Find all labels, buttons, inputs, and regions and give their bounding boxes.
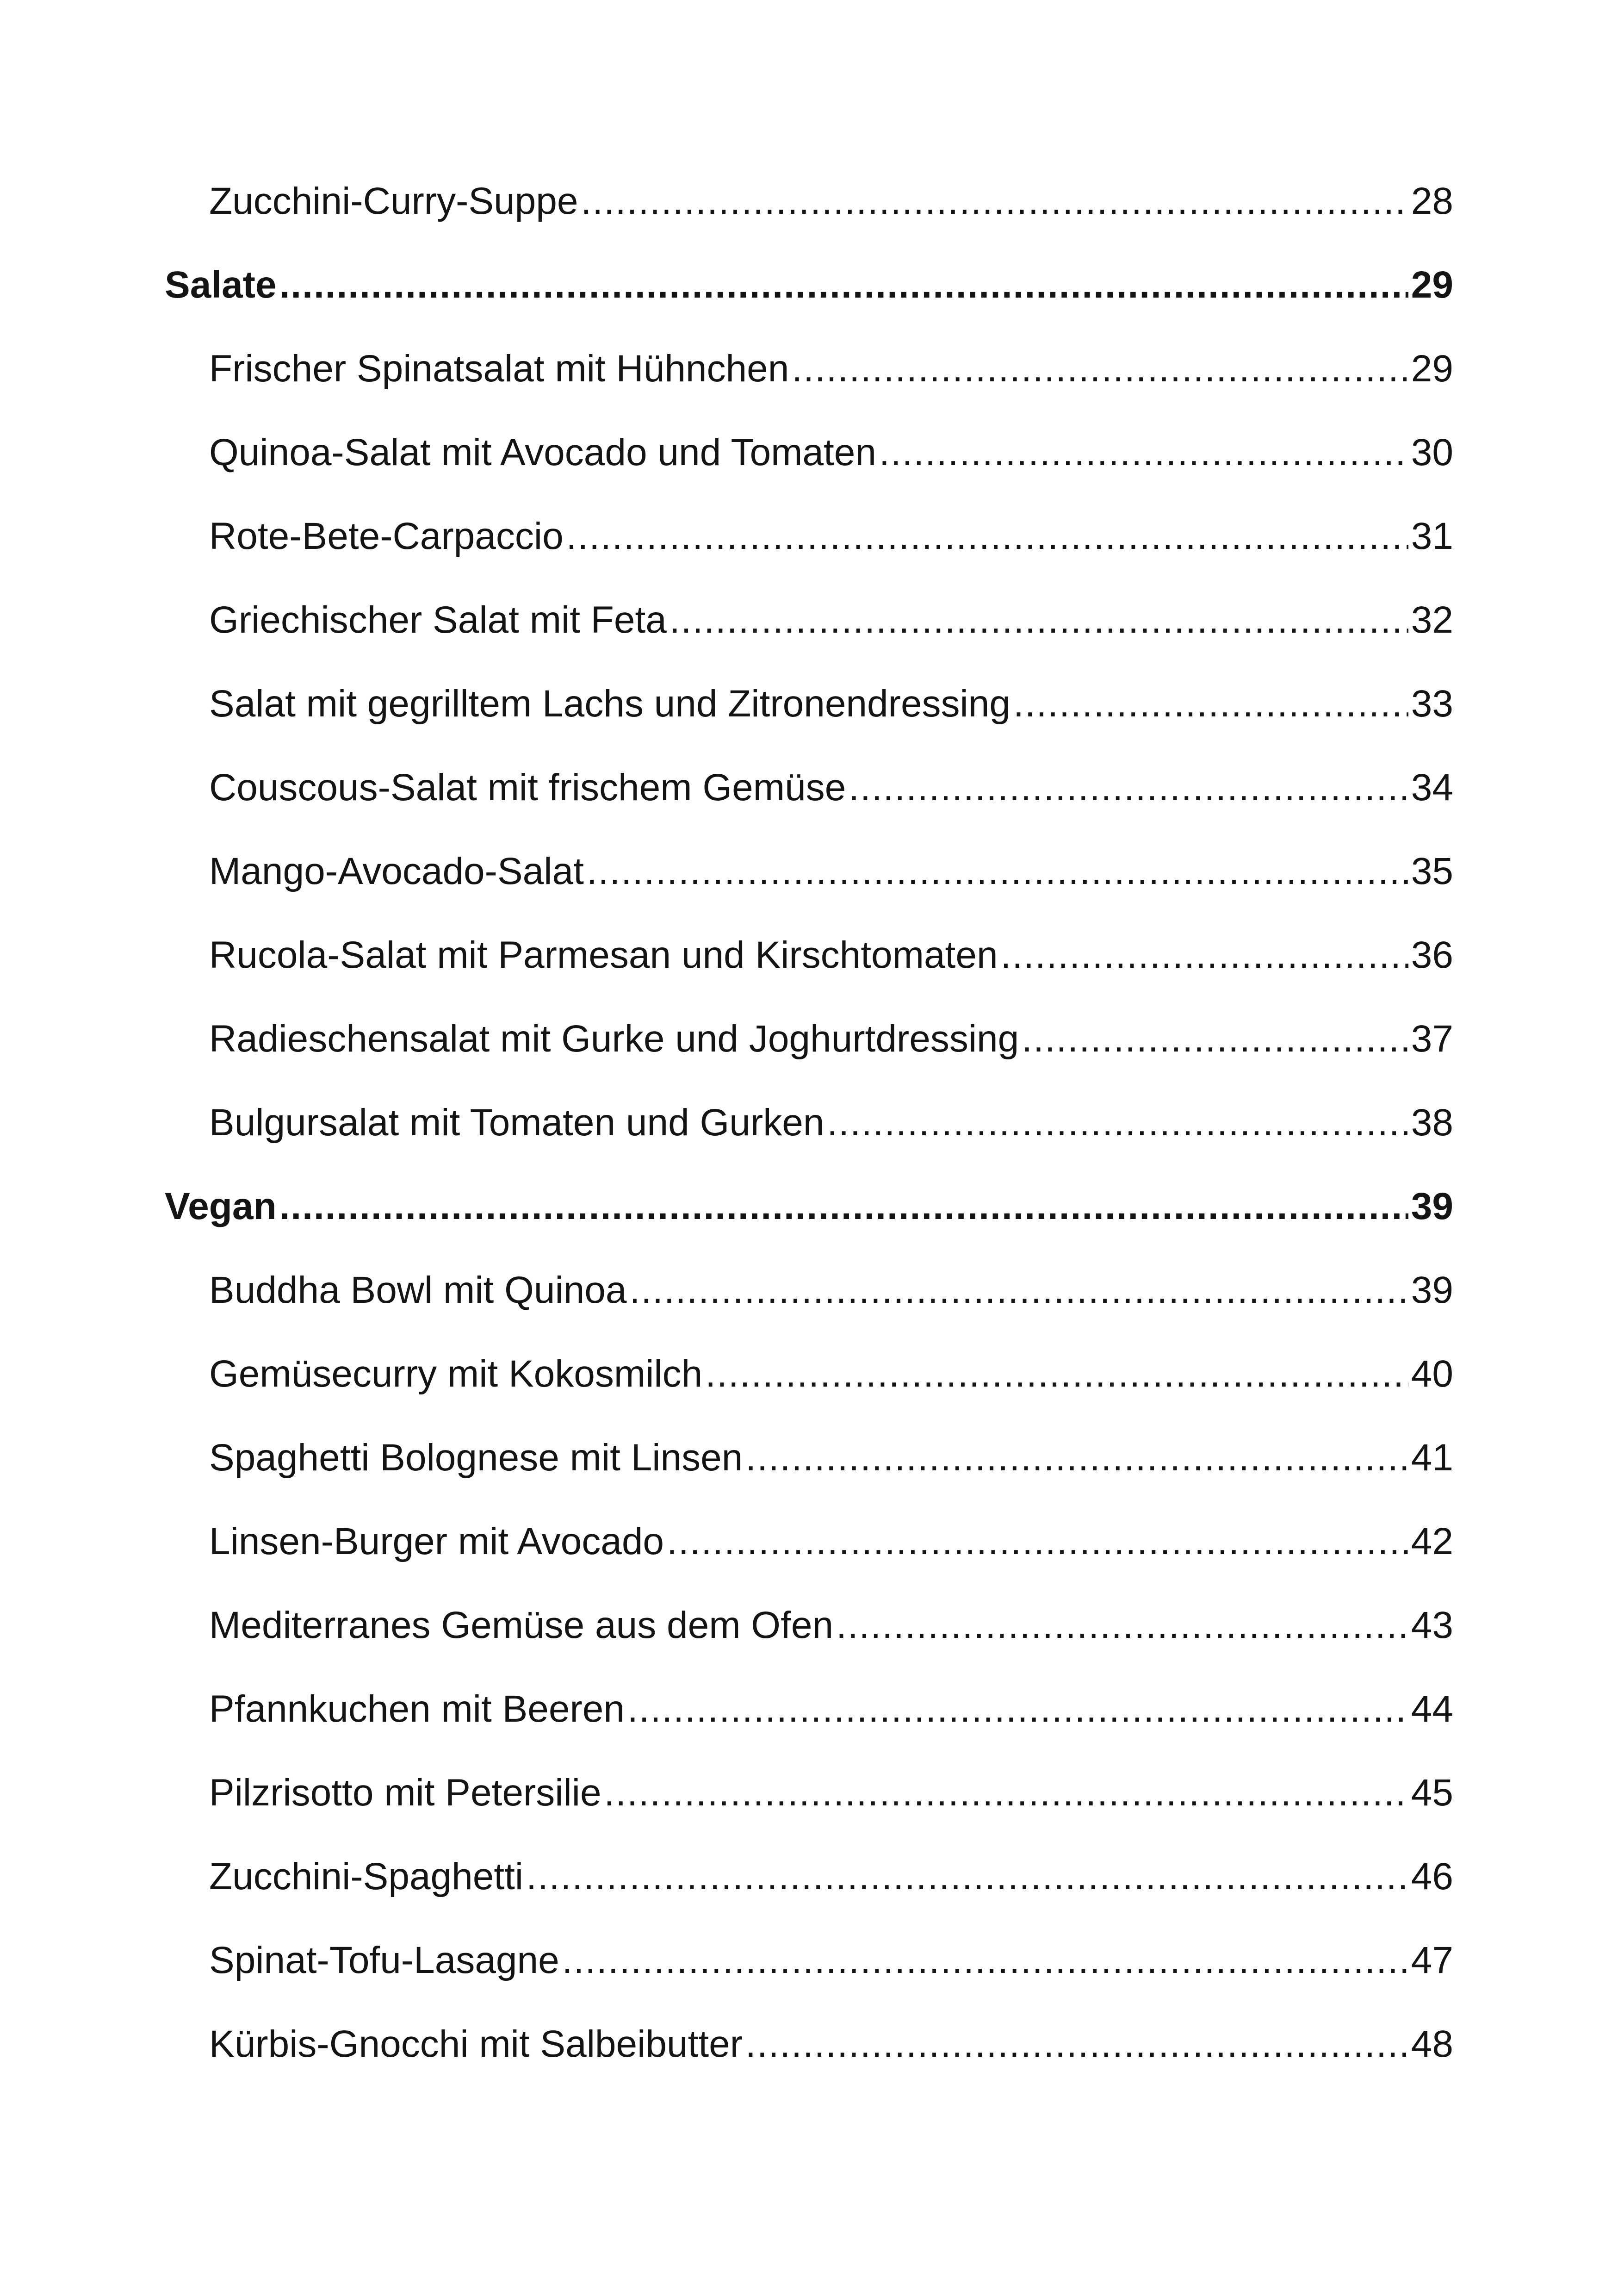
toc-line (209, 1939, 1453, 1982)
dot-leader (604, 1771, 1408, 1815)
dot-leader (745, 1436, 1408, 1480)
toc-line (165, 1185, 1453, 1228)
toc-entry (0, 1834, 1618, 1898)
page-number: 33 (1411, 682, 1453, 725)
toc-entry (0, 1666, 1618, 1731)
dot-leader (879, 431, 1408, 474)
toc-line (209, 1604, 1453, 1647)
toc-entry (0, 410, 1618, 474)
toc-line (209, 682, 1453, 726)
toc-section-heading (0, 1164, 1618, 1228)
toc-entry (0, 326, 1618, 391)
toc-line (209, 850, 1453, 893)
toc-entry (0, 1917, 1618, 1982)
toc-entry (0, 745, 1618, 809)
entry-title: Spaghetti Bolognese mit Linsen (209, 1436, 743, 1479)
toc-entry (0, 1750, 1618, 1815)
dot-leader (705, 1352, 1408, 1396)
page-number: 38 (1411, 1101, 1453, 1144)
entry-title: Pilzrisotto mit Petersilie (209, 1771, 601, 1814)
page-number: 41 (1411, 1436, 1453, 1479)
toc-entry (0, 1499, 1618, 1563)
entry-title: Quinoa-Salat mit Avocado und Tomaten (209, 431, 877, 473)
toc-entry (0, 1080, 1618, 1145)
dot-leader (1001, 933, 1408, 977)
page-number: 29 (1411, 347, 1453, 390)
page-number: 31 (1411, 515, 1453, 557)
page-number: 32 (1411, 598, 1453, 641)
page-number: 46 (1411, 1855, 1453, 1898)
toc-line (209, 2022, 1453, 2066)
dot-leader (1022, 1017, 1408, 1061)
toc-entry (0, 912, 1618, 977)
page-number: 47 (1411, 1939, 1453, 1981)
toc-entry (0, 828, 1618, 893)
toc-line (209, 1269, 1453, 1312)
dot-leader (279, 263, 1408, 307)
toc-line (209, 1436, 1453, 1480)
toc-line (209, 431, 1453, 474)
toc-line (209, 1771, 1453, 1815)
page-number: 40 (1411, 1352, 1453, 1395)
dot-leader (566, 515, 1408, 558)
page-number: 48 (1411, 2022, 1453, 2065)
entry-title: Mango-Avocado-Salat (209, 850, 584, 892)
dot-leader (827, 1101, 1408, 1145)
dot-leader (627, 1687, 1408, 1731)
toc-entry (0, 1331, 1618, 1396)
page-number: 39 (1411, 1185, 1453, 1227)
dot-leader (562, 1939, 1408, 1982)
page-number: 42 (1411, 1520, 1453, 1562)
page-number: 44 (1411, 1687, 1453, 1730)
dot-leader (526, 1855, 1408, 1898)
toc-entry (0, 158, 1618, 223)
entry-title: Zucchini-Spaghetti (209, 1855, 524, 1898)
toc-entry (0, 493, 1618, 558)
toc-line (209, 180, 1453, 223)
dot-leader (670, 598, 1408, 642)
toc-line (209, 1855, 1453, 1898)
toc-entry (0, 577, 1618, 642)
dot-leader (836, 1604, 1408, 1647)
entry-title: Kürbis-Gnocchi mit Salbeibutter (209, 2022, 743, 2065)
section-title: Salate (165, 263, 277, 306)
entry-title: Mediterranes Gemüse aus dem Ofen (209, 1604, 834, 1646)
toc-line (209, 933, 1453, 977)
entry-title: Couscous-Salat mit frischem Gemüse (209, 766, 846, 809)
toc-line (209, 347, 1453, 391)
dot-leader (792, 347, 1408, 391)
page-number: 29 (1411, 263, 1453, 306)
toc-line (209, 515, 1453, 558)
section-title: Vegan (165, 1185, 277, 1227)
entry-title: Buddha Bowl mit Quinoa (209, 1269, 627, 1311)
dot-leader (587, 850, 1408, 893)
entry-title: Salat mit gegrilltem Lachs und Zitronendressing (209, 682, 1010, 725)
entry-title: Griechischer Salat mit Feta (209, 598, 667, 641)
page-number: 36 (1411, 933, 1453, 976)
page-number: 39 (1411, 1269, 1453, 1311)
page-number: 35 (1411, 850, 1453, 892)
toc-line (209, 1520, 1453, 1563)
entry-title: Zucchini-Curry-Suppe (209, 180, 578, 222)
toc-line (165, 263, 1453, 307)
dot-leader (849, 766, 1408, 809)
entry-title: Rucola-Salat mit Parmesan und Kirschtomaten (209, 933, 998, 976)
toc-entry (0, 1582, 1618, 1647)
dot-leader (630, 1269, 1408, 1312)
toc-line (209, 1687, 1453, 1731)
dot-leader (667, 1520, 1408, 1563)
page-number: 45 (1411, 1771, 1453, 1814)
toc-entry (0, 661, 1618, 726)
entry-title: Bulgursalat mit Tomaten und Gurken (209, 1101, 824, 1144)
entry-title: Radieschensalat mit Gurke und Joghurtdressing (209, 1017, 1019, 1060)
toc-line (209, 766, 1453, 809)
dot-leader (581, 180, 1408, 223)
toc-line (209, 598, 1453, 642)
page-number: 43 (1411, 1604, 1453, 1646)
entry-title: Spinat-Tofu-Lasagne (209, 1939, 559, 1981)
entry-title: Linsen-Burger mit Avocado (209, 1520, 664, 1562)
toc-entry (0, 996, 1618, 1061)
page-number: 34 (1411, 766, 1453, 809)
toc-line (209, 1352, 1453, 1396)
dot-leader (1013, 682, 1408, 726)
page-number: 28 (1411, 180, 1453, 222)
toc-section-heading (0, 242, 1618, 307)
entry-title: Frischer Spinatsalat mit Hühnchen (209, 347, 789, 390)
page-number: 37 (1411, 1017, 1453, 1060)
dot-leader (745, 2022, 1408, 2066)
entry-title: Gemüsecurry mit Kokosmilch (209, 1352, 703, 1395)
toc-line (209, 1101, 1453, 1145)
dot-leader (279, 1185, 1408, 1228)
toc-entry (0, 1247, 1618, 1312)
entry-title: Pfannkuchen mit Beeren (209, 1687, 625, 1730)
toc-entry (0, 1415, 1618, 1480)
page-number: 30 (1411, 431, 1453, 473)
toc-line (209, 1017, 1453, 1061)
toc-entry (0, 2001, 1618, 2066)
entry-title: Rote-Bete-Carpaccio (209, 515, 564, 557)
